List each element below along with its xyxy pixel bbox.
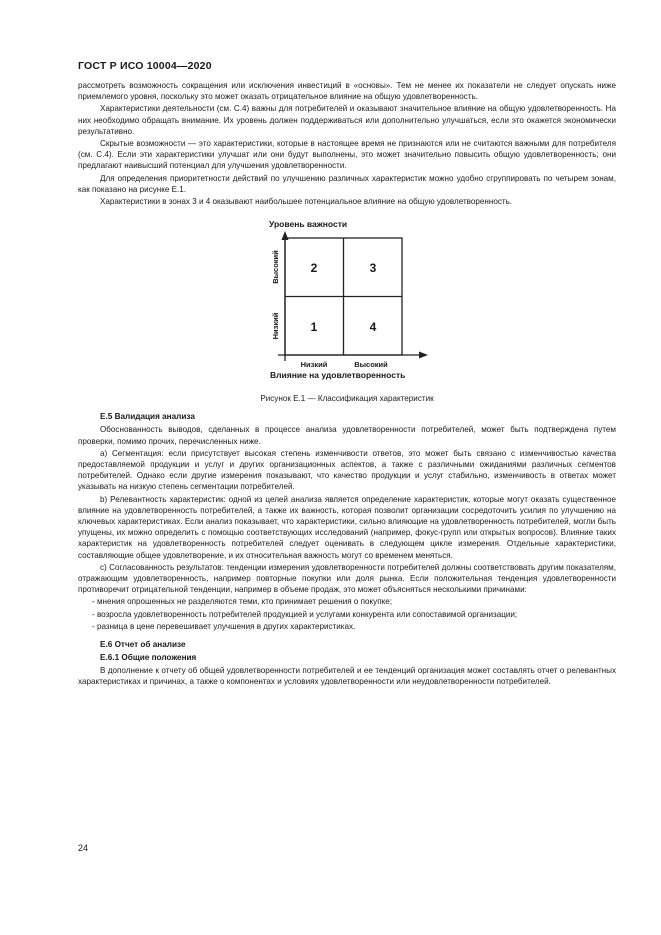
zone-3-label: 3 (369, 261, 377, 276)
x-tick-low: Низкий (300, 360, 328, 370)
y-axis-title: Уровень важности (269, 219, 348, 230)
paragraph: Характеристики деятельности (см. С.4) важны для потребителей и оказывают значительное влияние на общую удовлетворенность. На них необходимо обращать внимание. Их уровень должен поддерживаться или дополнительно улучшаться, если это окажется экономически результативно. (78, 104, 616, 136)
intro-paragraphs (78, 80, 616, 207)
document-header: ГОСТ Р ИСО 10004—2020 (78, 60, 212, 72)
paragraph: Характеристики в зонах 3 и 4 оказывают наибольшее потенциальное влияние на общую удовлетворенность. (100, 197, 513, 207)
figure-e1 (78, 215, 616, 383)
paragraph: Обоснованность выводов, сделанных в процессе анализа удовлетворенности потребителей, может быть подтверждена путем проверки, помимо прочих, перечисленных ниже. (78, 425, 616, 446)
figure-caption: Рисунок Е.1 — Классификация характеристик (260, 394, 434, 404)
classification-diagram (78, 215, 616, 383)
paragraph: b) Релевантность характеристик: одной из целей анализа является определение характеристик, которые могут оказать существенное влияние на удовлетворенность потребителей, а также их важность, которая позволит организации сосредоточить усилия по улучшению на ключевых характеристиках. Если анализ показывает, что характеристики, сильно влияющие на удовлетворенность потребителей, могли быть упущены, их можно определить с помощью соответствующих исследований (например, фокус-групп или открытых вопросов). Влияние таких характеристик на удовлетворенность потребителей следует оценивать в следующем цикле измерения. Отдельные характеристики, составляющие общее удовлетворение, и их относительная важность могут со временем меняться. (78, 494, 616, 560)
paragraph: рассмотреть возможность сокращения или исключения инвестиций в «основы». Тем не менее их показатели не следует опускать ниже приемлемого уровня, поскольку это может оказать отрицательное влияние на общую удовлетворенность. (78, 81, 616, 102)
paragraph: c) Согласованность результатов: тенденции измерения удовлетворенности потребителей должны соответствовать другим показателям, отражающим удовлетворенность, например повторные покупки или доля рынка. Если положительная тенденция удовлетворенности противоречит отрицательной тенденции, например в объеме продаж, это может объясняться несколькими причинами: (78, 562, 616, 595)
section-e5-body (78, 424, 616, 632)
x-tick-high: Высокий (354, 360, 388, 370)
y-tick-high: Высокий (271, 250, 280, 285)
x-axis-arrow (419, 352, 428, 359)
section-e61-heading: Е.6.1 Общие положения (100, 653, 197, 663)
paragraph: - мнения опрошенных не разделяются теми, кто принимает решения о покупке; (92, 597, 392, 607)
zone-1-label: 1 (310, 320, 318, 335)
zone-4-label: 4 (369, 320, 377, 335)
paragraph: - возросла удовлетворенность потребителей продукцией и услугами конкурента или сопоставимой организации; (92, 609, 518, 619)
paragraph: - разница в цене перевешивает улучшения в других характеристиках. (92, 621, 356, 631)
section-e61-body (78, 665, 616, 687)
page-number: 24 (78, 843, 89, 853)
zone-2-label: 2 (310, 261, 318, 276)
y-tick-low: Низкий (271, 312, 280, 340)
paragraph: Скрытые возможности — это характеристики, которые в настоящее время не признаются или не считаются важными для потребителя (см. С.4). Если эти характеристики улучшат или они будут выполнены, это может значительно повысить общую удовлетворенность; они предлагают наивысший потенциал для улучшения удовлетворенности. (78, 139, 616, 171)
section-e6-heading: Е.6 Отчет об анализе (100, 640, 186, 650)
paragraph: a) Сегментация: если присутствует высокая степень изменчивости ответов, это может быть связано с изменчивостью качества предоставляемой продукции и услуг и других организационных аспектов, а также с различными ожиданиями различных сегментов потребителей. Однако если другие измерения показывают, что качество продукции и услуг стабильно, изменчивость в ответах может указывать на низкую степень сегментации потребителей. (78, 448, 616, 492)
section-e5-heading: Е.5 Валидация анализа (100, 412, 195, 422)
x-axis-title: Влияние на удовлетворенность (270, 370, 406, 381)
paragraph: Для определения приоритетности действий по улучшению различных характеристик можно удобно сгруппировать по четырем зонам, как показано на рисунке Е.1. (78, 173, 616, 194)
paragraph: В дополнение к отчету об общей удовлетворенности потребителей и ее тенденций организация может составлять отчет о релевантных характеристиках и причинах, а также о компонентах и условиях удовлетворенности или неудовлетворенности потребителей. (78, 666, 616, 687)
page-content (78, 80, 616, 689)
